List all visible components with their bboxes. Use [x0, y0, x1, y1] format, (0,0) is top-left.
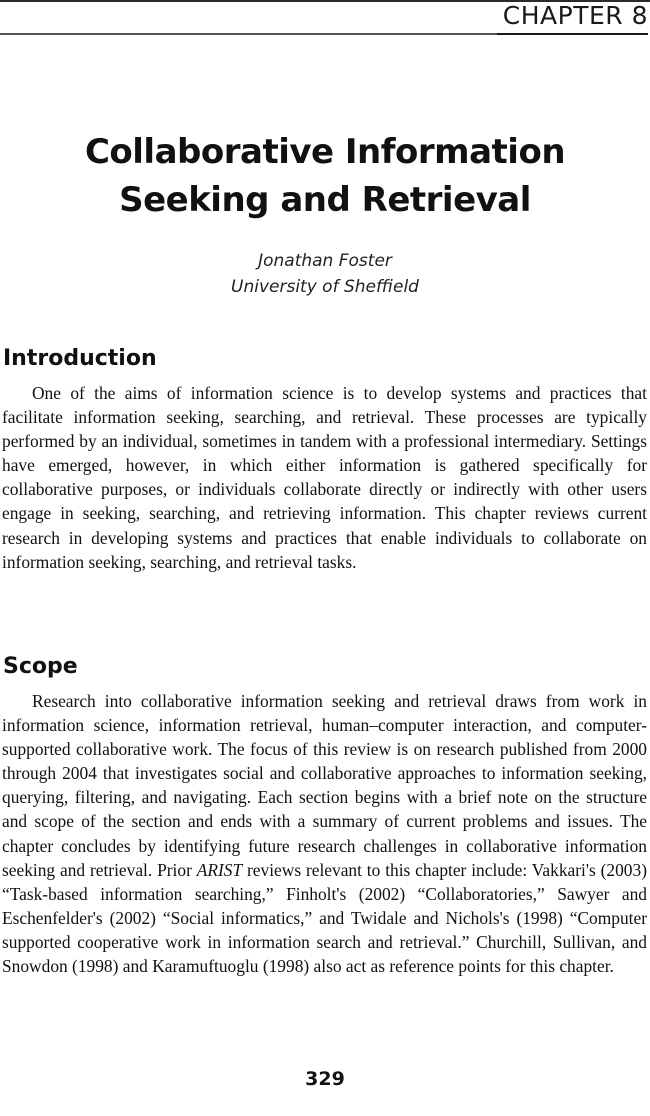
chapter-title-line-2: Seeking and Retrieval	[119, 180, 531, 220]
chapter-label: CHAPTER 8	[497, 1, 648, 35]
scope-italic-arist: ARIST	[196, 859, 243, 880]
section-heading-scope: Scope	[3, 654, 78, 679]
page-number: 329	[305, 1068, 345, 1090]
scope-paragraph	[2, 689, 647, 978]
author-name: Jonathan Foster	[258, 251, 392, 271]
scope-text-part-2: reviews relevant to this chapter include: Vakkari's (2003) “Task-based information searching,” Finholt's (2002) “Collaboratories,” Sawyer and Eschenfelder's (2002) “Social informatics,” and Twidale and Nichols's (1998) “Computer supported cooperative work in information search and retrieval.” Churchill, Sullivan, and Snowdon (1998) and Karamuftuoglu (1998) also act as reference points for this chapter.	[2, 859, 647, 977]
chapter-title	[0, 128, 650, 224]
author-affiliation: University of Sheffield	[231, 277, 419, 297]
scope-text-part-1: Research into collaborative information seeking and retrieval draws from work in information science, information retrieval, human–computer interaction, and computer-supported collaborative work. The focus of this review is on research published from 2000 through 2004 that investigates social and collaborative approaches to information seeking, querying, filtering, and navigating. Each section begins with a brief note on the structure and scope of the section and ends with a summary of current problems and issues. The chapter concludes by identifying future research challenges in collaborative information seeking and retrieval. Prior	[2, 691, 647, 880]
header-rule	[0, 33, 505, 35]
introduction-paragraph: One of the aims of information science is to develop systems and practices that facilitate information seeking, searching, and retrieval. These processes are typically performed by an individual, sometimes in tandem with a professional intermediary. Settings have emerged, however, in which either information is gathered specifically for collaborative purposes, or individuals collaborate directly or indirectly with other users engage in seeking, searching, and retrieving information. This chapter reviews current research in developing systems and practices that enable individuals to collaborate on information seeking, searching, and retrieval tasks.	[2, 383, 647, 572]
section-heading-introduction: Introduction	[3, 346, 157, 371]
author-block	[0, 248, 650, 300]
chapter-title-line-1: Collaborative Information	[84, 132, 566, 172]
